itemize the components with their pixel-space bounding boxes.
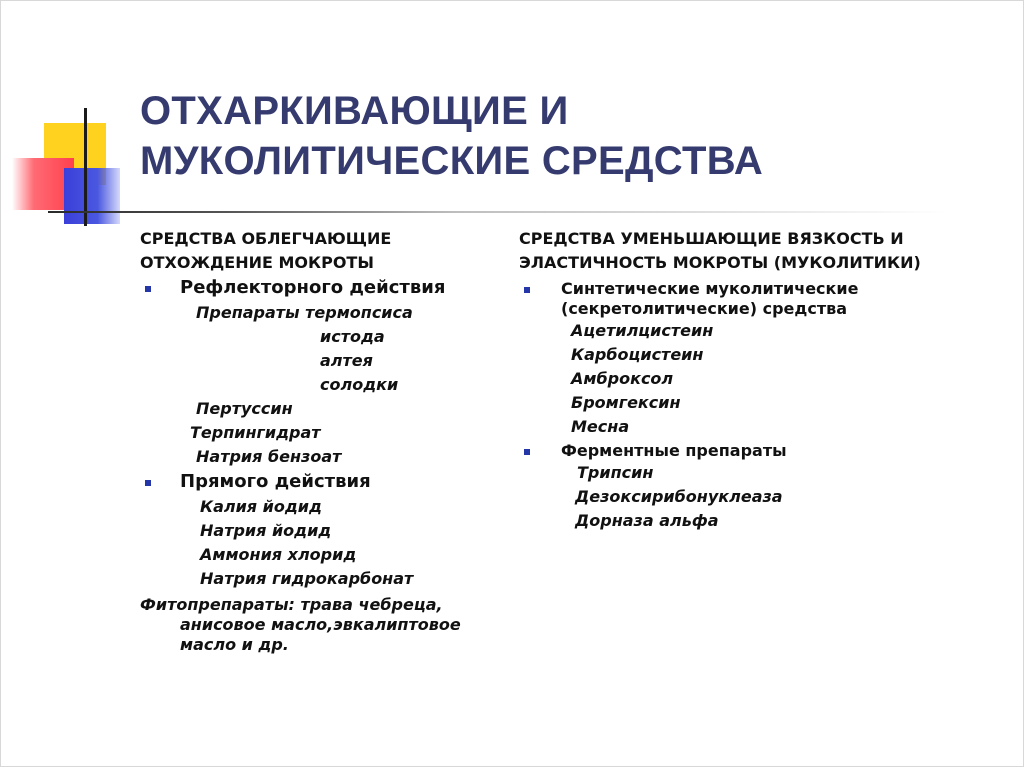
right-column <box>519 227 999 533</box>
list-item: Дорназа альфа <box>575 511 719 530</box>
blue-square-decoration <box>64 168 120 224</box>
phyto-line2: анисовое масло,эвкалиптовое <box>180 615 461 634</box>
list-item: Калия йодид <box>200 497 322 516</box>
list-item: Бромгексин <box>571 393 681 412</box>
list-item: Препараты термопсиса <box>196 303 413 322</box>
list-item: солодки <box>320 375 399 394</box>
direct-section <box>140 469 510 495</box>
left-heading-line1: СРЕДСТВА ОБЛЕГЧАЮЩИЕ <box>140 229 392 248</box>
synthetic-label-line1: Синтетические муколитические <box>561 279 859 298</box>
list-item: алтея <box>320 351 373 370</box>
phyto-line1: Фитопрепараты: трава чебреца, <box>140 595 443 614</box>
list-item: Терпингидрат <box>190 423 321 442</box>
synthetic-label-line2: (секретолитические) средства <box>561 299 848 318</box>
enzyme-section <box>519 441 999 461</box>
direct-label: Прямого действия <box>180 471 371 492</box>
list-item: Трипсин <box>577 463 654 482</box>
list-item: Дезоксирибонуклеаза <box>575 487 783 506</box>
square-bullet-icon <box>524 449 530 455</box>
list-item: истода <box>320 327 385 346</box>
left-heading <box>140 227 510 275</box>
right-heading-line1: СРЕДСТВА УМЕНЬШАЮЩИЕ ВЯЗКОСТЬ И <box>519 229 904 248</box>
reflex-label: Рефлекторного действия <box>180 277 446 298</box>
slide-title-line2: МУКОЛИТИЧЕСКИЕ СРЕДСТВА <box>140 139 764 183</box>
left-column <box>140 227 510 655</box>
left-heading-line2: ОТХОЖДЕНИЕ МОКРОТЫ <box>140 253 374 272</box>
slide-title <box>140 86 980 186</box>
right-heading <box>519 227 999 275</box>
phyto-line3: масло и др. <box>180 635 289 654</box>
enzyme-label: Ферментные препараты <box>561 441 787 460</box>
right-heading-line2: ЭЛАСТИЧНОСТЬ МОКРОТЫ (МУКОЛИТИКИ) <box>519 253 921 272</box>
list-item: Месна <box>571 417 630 436</box>
square-bullet-icon <box>145 286 151 292</box>
phyto-note <box>140 595 510 655</box>
list-item: Натрия гидрокарбонат <box>200 569 414 588</box>
list-item: Пертуссин <box>196 399 293 418</box>
reflex-section <box>140 275 510 301</box>
list-item: Ацетилцистеин <box>571 321 714 340</box>
square-bullet-icon <box>524 287 530 293</box>
square-bullet-icon <box>145 480 151 486</box>
synthetic-section <box>519 279 999 319</box>
vertical-rule-decoration <box>84 108 87 226</box>
list-item: Аммония хлорид <box>200 545 357 564</box>
list-item: Натрия йодид <box>200 521 332 540</box>
list-item: Амброксол <box>571 369 674 388</box>
list-item: Карбоцистеин <box>571 345 704 364</box>
list-item: Натрия бензоат <box>196 447 342 466</box>
title-underline <box>48 211 948 213</box>
slide-title-line1: ОТХАРКИВАЮЩИЕ И <box>140 89 569 133</box>
